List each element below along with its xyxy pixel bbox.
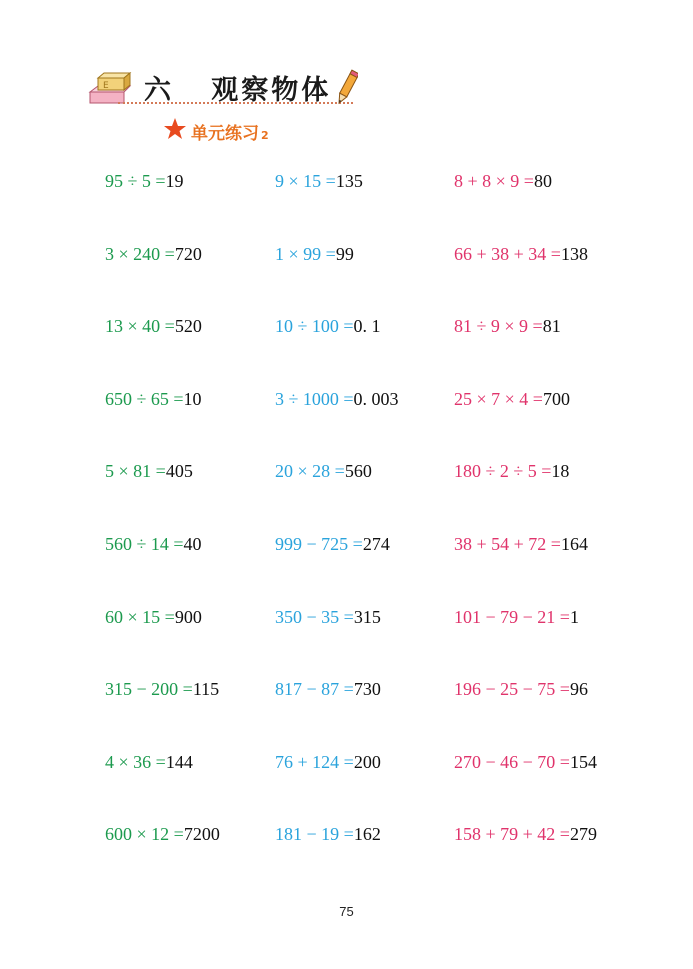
exercise-answer: 135 bbox=[335, 171, 363, 191]
exercise-item bbox=[105, 533, 220, 606]
exercise-question: 38 + 54 + 72 = bbox=[454, 533, 561, 554]
exercise-answer: 700 bbox=[542, 388, 570, 409]
exercise-question: 158 + 79 + 42 = bbox=[454, 824, 570, 845]
exercise-answer: 138 bbox=[560, 243, 588, 264]
exercise-answer: 99 bbox=[335, 243, 354, 264]
pencil-icon bbox=[336, 68, 358, 108]
exercise-answer: 144 bbox=[165, 751, 193, 772]
star-icon bbox=[163, 117, 187, 141]
exercise-answer: 10 bbox=[183, 388, 202, 409]
section-title bbox=[191, 119, 269, 144]
exercise-item bbox=[105, 678, 220, 751]
exercise-answer: 18 bbox=[551, 461, 570, 482]
exercise-answer: 164 bbox=[560, 533, 588, 554]
exercise-question: 350 − 35 = bbox=[275, 606, 354, 627]
exercise-answer: 279 bbox=[569, 824, 597, 845]
exercise-item bbox=[105, 751, 220, 824]
exercise-question: 66 + 38 + 34 = bbox=[454, 243, 561, 264]
exercise-item bbox=[454, 243, 597, 316]
exercise-answer: 405 bbox=[165, 461, 193, 482]
exercise-answer: 560 bbox=[344, 461, 372, 482]
exercise-question: 81 ÷ 9 × 9 = bbox=[454, 316, 543, 337]
exercise-question: 600 × 12 = bbox=[105, 824, 184, 845]
exercise-item bbox=[275, 606, 399, 679]
title-underline bbox=[118, 102, 353, 104]
exercise-item bbox=[105, 170, 220, 243]
exercise-column-3 bbox=[454, 170, 597, 896]
svg-text:E: E bbox=[103, 81, 109, 91]
exercise-item bbox=[454, 315, 597, 388]
exercise-answer: 40 bbox=[183, 533, 202, 554]
exercise-question: 9 × 15 = bbox=[275, 171, 336, 191]
exercise-question: 817 − 87 = bbox=[275, 679, 354, 700]
exercise-item bbox=[454, 460, 597, 533]
exercise-question: 3 ÷ 1000 = bbox=[275, 388, 354, 409]
exercise-question: 95 ÷ 5 = bbox=[105, 171, 166, 191]
chapter-header bbox=[88, 66, 378, 112]
section-number: 2 bbox=[261, 129, 269, 142]
exercise-question: 20 × 28 = bbox=[275, 461, 345, 482]
exercise-answer: 520 bbox=[174, 316, 202, 337]
exercise-question: 1 × 99 = bbox=[275, 243, 336, 264]
exercise-item bbox=[454, 533, 597, 606]
exercise-answer: 115 bbox=[192, 679, 220, 700]
exercise-question: 8 + 8 × 9 = bbox=[454, 171, 534, 191]
exercise-item bbox=[454, 606, 597, 679]
exercise-item bbox=[454, 751, 597, 824]
exercise-answer: 0. 1 bbox=[353, 316, 381, 337]
chapter-title: 六 观察物体 bbox=[144, 75, 332, 106]
exercise-answer: 0. 003 bbox=[353, 388, 399, 409]
exercise-item bbox=[275, 170, 399, 243]
exercise-question: 270 − 46 − 70 = bbox=[454, 751, 570, 772]
exercise-answer: 1 bbox=[569, 606, 579, 627]
exercise-answer: 80 bbox=[533, 171, 552, 191]
exercise-item bbox=[454, 678, 597, 751]
exercise-item bbox=[275, 678, 399, 751]
exercise-item bbox=[105, 606, 220, 679]
exercise-item bbox=[105, 243, 220, 316]
exercise-question: 650 ÷ 65 = bbox=[105, 388, 184, 409]
section-title-text: 单元练习 bbox=[191, 124, 259, 144]
exercise-item bbox=[105, 388, 220, 461]
exercise-column-2 bbox=[275, 170, 399, 896]
exercise-question: 196 − 25 − 75 = bbox=[454, 679, 570, 700]
exercise-item bbox=[275, 751, 399, 824]
exercise-item bbox=[275, 460, 399, 533]
exercise-question: 180 ÷ 2 ÷ 5 = bbox=[454, 461, 552, 482]
exercise-question: 5 × 81 = bbox=[105, 461, 166, 482]
exercise-question: 3 × 240 = bbox=[105, 243, 175, 264]
exercise-item bbox=[454, 170, 597, 243]
exercise-answer: 274 bbox=[362, 533, 390, 554]
exercise-column-1 bbox=[105, 170, 220, 896]
exercise-item bbox=[275, 823, 399, 896]
exercise-question: 560 ÷ 14 = bbox=[105, 533, 184, 554]
exercise-question: 25 × 7 × 4 = bbox=[454, 388, 543, 409]
exercise-question: 4 × 36 = bbox=[105, 751, 166, 772]
exercise-item bbox=[105, 460, 220, 533]
blocks-icon bbox=[88, 72, 132, 106]
exercise-answer: 19 bbox=[165, 171, 184, 191]
exercise-answer: 7200 bbox=[183, 824, 220, 845]
exercise-answer: 900 bbox=[174, 606, 202, 627]
exercise-question: 181 − 19 = bbox=[275, 824, 354, 845]
exercise-answer: 96 bbox=[569, 679, 588, 700]
exercise-answer: 154 bbox=[569, 751, 597, 772]
exercise-item bbox=[275, 388, 399, 461]
page-number: 75 bbox=[339, 904, 354, 919]
exercise-question: 13 × 40 = bbox=[105, 316, 175, 337]
exercise-question: 315 − 200 = bbox=[105, 679, 193, 700]
exercise-question: 60 × 15 = bbox=[105, 606, 175, 627]
exercise-answer: 200 bbox=[353, 751, 381, 772]
exercise-item bbox=[454, 823, 597, 896]
exercise-item bbox=[105, 823, 220, 896]
exercise-question: 101 − 79 − 21 = bbox=[454, 606, 570, 627]
exercise-answer: 720 bbox=[174, 243, 202, 264]
exercise-question: 10 ÷ 100 = bbox=[275, 316, 354, 337]
exercise-answer: 730 bbox=[353, 679, 381, 700]
exercise-question: 999 − 725 = bbox=[275, 533, 363, 554]
exercise-item bbox=[275, 533, 399, 606]
exercise-item bbox=[275, 315, 399, 388]
exercise-item bbox=[454, 388, 597, 461]
exercise-answer: 315 bbox=[353, 606, 381, 627]
exercise-answer: 81 bbox=[542, 316, 561, 337]
exercise-answer: 162 bbox=[353, 824, 381, 845]
exercise-question: 76 + 124 = bbox=[275, 751, 354, 772]
exercise-item bbox=[105, 315, 220, 388]
exercise-item bbox=[275, 243, 399, 316]
